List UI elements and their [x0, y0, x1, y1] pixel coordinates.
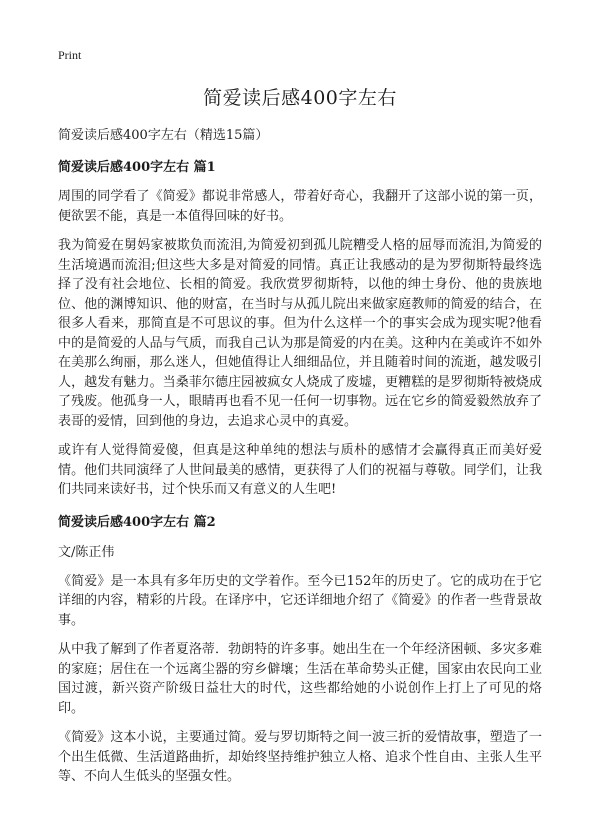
paragraph: 《简爱》这本小说，主要通过简。爱与罗切斯特之间一波三折的爱情故事，塑造了一个出生低微、生活道路曲折，却始终坚持维护独立人格、追求个性自由、主张人生平等、不向人生低头的坚强女性。 [58, 730, 542, 784]
section-1 [58, 159, 542, 500]
paragraph: 我为简爱在舅妈家被欺负而流泪,为简爱初到孤儿院糟受人格的屈辱而流泪,为简爱的生活境遇而流泪;但这些大多是对简爱的同情。真正让我感动的是为罗彻斯特最终选择了没有社会地位、长相的简爱。我欣赏罗彻斯特，以他的绅士身份、他的贵族地位、他的渊博知识、他的财富，在当时与从孤儿院出来做家庭教师的简爱的结合，在很多人看来，那简直是不可思议的事。但为什么这样一个的事实会成为现实呢?他看中的是简爱的人品与气质，而我自己认为那是简爱的内在美。这种内在美或许不如外在美那么绚丽，那么迷人，但她值得让人细细品位，并且随着时间的流逝，越发吸引人，越发有魅力。当桑菲尔德庄园被疯女人烧成了废墟，更糟糕的是罗彻斯特被烧成了残废。他孤身一人，眼睛再也看不见一任何一切事物。远在它乡的简爱毅然放弃了表哥的爱情，回到他的身边，去追求心灵中的真爱。 [58, 238, 542, 429]
section-2 [58, 514, 542, 787]
section-heading: 简爱读后感400字左右 篇2 [58, 514, 216, 530]
print-link[interactable]: Print [58, 48, 82, 62]
author-line: 文/陈正伟 [58, 544, 115, 560]
paragraph: 从中我了解到了作者夏洛蒂．勃朗特的许多事。她出生在一个年经济困顿、多灾多难的家庭；居住在一个远离尘器的穷乡僻壤；生活在革命势头正健，国家由农民向工业国过渡，新兴资产阶级日益壮大的时代，这些都给她的小说创作上打上了可见的烙印。 [58, 642, 542, 716]
page-title: 简爱读后感400字左右 [203, 87, 397, 109]
paragraph: 《简爱》是一本具有多年历史的文学着作。至今已152年的历史了。它的成功在于它详细的内容，精彩的片段。在译序中，它还详细地介绍了《简爱》的作者一些背景故事。 [58, 573, 542, 628]
paragraph: 周围的同学看了《简爱》都说非常感人，带着好奇心，我翻开了这部小说的第一页，便欲罢不能，真是一本值得回味的好书。 [58, 189, 542, 224]
document-subtitle: 简爱读后感400字左右（精选15篇） [58, 128, 269, 143]
section-heading: 简爱读后感400字左右 篇1 [58, 160, 216, 175]
paragraph: 或许有人觉得简爱傻，但真是这种单纯的想法与质朴的感情才会赢得真正而美好爱情。他们共同演绎了人世间最美的感情，更获得了人们的祝福与尊敬。同学们，让我们共同来读好书，过个快乐而又有意义的人生吧! [58, 443, 542, 497]
